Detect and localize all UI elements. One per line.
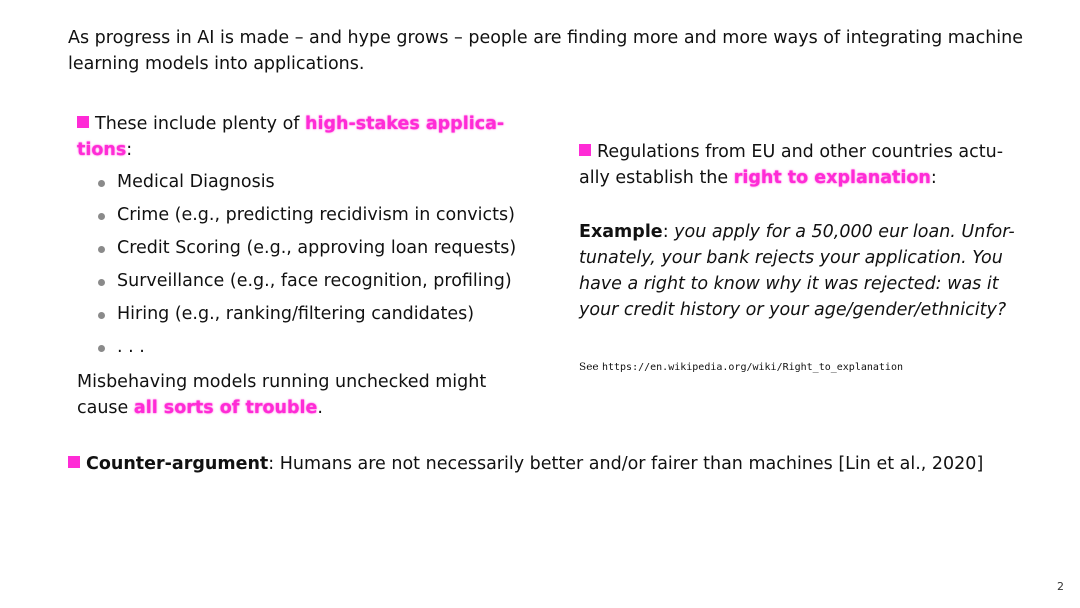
example-label: Example [579, 222, 663, 242]
square-bullet-icon [579, 144, 591, 156]
list-item [95, 232, 535, 265]
right-line-2-prefix: ally establish the [579, 168, 734, 188]
bullet-dot-icon [98, 246, 105, 253]
left-heading-prefix: These include plenty of [95, 114, 305, 134]
left-heading-cont [77, 137, 517, 163]
list-item-text: Hiring (e.g., ranking/filtering candidates) [117, 304, 475, 324]
page-number: 2 [1057, 580, 1064, 593]
left-closing-line-1: Misbehaving models running unchecked might [77, 372, 487, 392]
reference-url[interactable]: https://en.wikipedia.org/wiki/Right_to_explanation [601, 362, 903, 373]
counter-text: : Humans are not necessarily better and/or fairer than machines [Lin et al., 2020] [268, 454, 984, 474]
intro-line-1: As progress in AI is made – and hype grows – people are finding more and more ways of integrating machine [68, 28, 1024, 48]
reference-prefix: See [579, 361, 602, 373]
example-line-1 [579, 219, 1039, 245]
list-item-text: Medical Diagnosis [117, 172, 275, 192]
application-list [95, 166, 535, 364]
list-item-text: . . . [117, 337, 145, 357]
list-item [95, 331, 535, 364]
left-closing-prefix: cause [77, 398, 134, 418]
left-column [77, 111, 517, 163]
list-item [95, 298, 535, 331]
bullet-dot-icon [98, 312, 105, 319]
bullet-dot-icon [98, 345, 105, 352]
bullet-dot-icon [98, 213, 105, 220]
right-column [579, 139, 1039, 191]
right-line-2 [579, 165, 1039, 191]
left-closing-highlight: all sorts of trouble [133, 398, 318, 418]
example-line-3: have a right to know why it was rejected: was it [579, 274, 999, 294]
left-heading-suffix: : [126, 140, 133, 160]
square-bullet-icon [77, 116, 89, 128]
list-item [95, 166, 535, 199]
bullet-dot-icon [98, 180, 105, 187]
left-heading-highlight-1: high-stakes applica- [305, 114, 505, 134]
example-line-2: tunately, your bank rejects your application. You [579, 248, 1003, 268]
list-item-text: Credit Scoring (e.g., approving loan requests) [117, 238, 517, 258]
bullet-dot-icon [98, 279, 105, 286]
right-line-2-highlight: right to explanation [733, 168, 931, 188]
left-heading-highlight-2: tions [77, 140, 127, 160]
right-line-2-suffix: : [930, 168, 937, 188]
example-colon: : [662, 222, 675, 242]
counter-argument [68, 451, 1058, 477]
right-line-1-text: Regulations from EU and other countries actu- [597, 142, 1004, 162]
left-closing-suffix: . [317, 398, 323, 418]
list-item [95, 199, 535, 232]
list-item-text: Crime (e.g., predicting recidivism in convicts) [117, 205, 515, 225]
intro-line-2: learning models into applications. [68, 54, 365, 74]
intro-paragraph [68, 25, 1028, 77]
left-heading [77, 111, 517, 137]
list-item [95, 265, 535, 298]
example-block [579, 219, 1039, 323]
counter-line [68, 451, 1058, 477]
left-closing-line-2 [77, 395, 517, 421]
reference-note [579, 360, 1039, 375]
square-bullet-icon [68, 456, 80, 468]
right-line-1 [579, 139, 1039, 165]
example-text-1: you apply for a 50,000 eur loan. Unfor- [674, 222, 1015, 242]
left-closing [77, 369, 517, 421]
counter-label: Counter-argument [86, 454, 269, 474]
list-item-text: Surveillance (e.g., face recognition, profiling) [117, 271, 512, 291]
example-line-4: your credit history or your age/gender/ethnicity? [579, 300, 1007, 320]
